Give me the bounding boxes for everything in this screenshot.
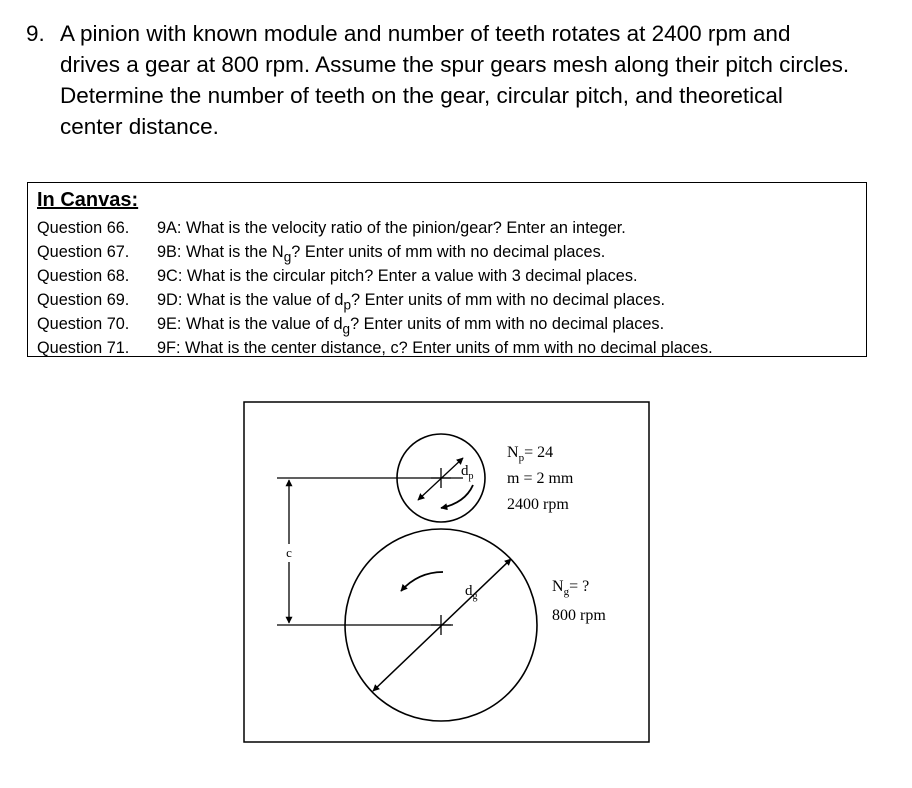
problem-line: A pinion with known module and number of teeth rotates at 2400 rpm and [60, 21, 791, 46]
module-label: m = 2 mm [507, 470, 574, 487]
gear-figure [243, 401, 650, 743]
question-text-after: ? Enter units of mm with no decimal places. [351, 291, 666, 309]
question-text-after: ? Enter units of mm with no decimal places. [291, 243, 606, 261]
dp-label: $d_p$ [461, 463, 474, 482]
question-text [157, 216, 626, 240]
gear-teeth-label: $N_g=$ ? [552, 578, 590, 598]
question-text-after: ? Enter units of mm with no decimal places. [350, 315, 665, 333]
question-label: Question 67. [37, 243, 130, 261]
question-label: Question 66. [37, 219, 130, 237]
figure-border [244, 402, 649, 742]
question-text-main: 9B: What is the N [157, 243, 284, 261]
question-row [37, 336, 713, 360]
question-row [37, 264, 638, 288]
pinion-teeth-label: $N_p= 24$ [507, 444, 554, 464]
pinion-speed-label: 2400 rpm [507, 496, 569, 513]
question-subscript: p [343, 297, 351, 313]
question-text [157, 264, 638, 288]
question-text-main: 9C: What is the circular pitch? Enter a value with 3 decimal places. [157, 267, 638, 285]
question-text-main: 9D: What is the value of d [157, 291, 344, 309]
question-label: Question 71. [37, 339, 130, 357]
canvas-heading: In Canvas: [37, 189, 139, 211]
question-subscript: g [342, 321, 351, 337]
problem-text [60, 18, 896, 142]
problem-line: Determine the number of teeth on the gear, circular pitch, and theoretical [60, 83, 783, 108]
problem-line: drives a gear at 800 rpm. Assume the spur gears mesh along their pitch circles. [60, 52, 850, 77]
question-label: Question 70. [37, 315, 130, 333]
question-subscript: g [283, 249, 292, 265]
canvas-questions-box [27, 182, 867, 357]
question-text [157, 336, 713, 360]
question-row [37, 216, 626, 240]
problem-line: center distance. [60, 114, 219, 139]
question-label: Question 69. [37, 291, 130, 309]
gear-diagram [243, 401, 650, 743]
gear-speed-label: 800 rpm [552, 607, 606, 624]
question-text-main: 9E: What is the value of d [157, 315, 343, 333]
center-distance-label: c [286, 545, 292, 560]
question-text-main: 9A: What is the velocity ratio of the pinion/gear? Enter an integer. [157, 219, 626, 237]
question-label: Question 68. [37, 267, 130, 285]
problem-number: 9. [26, 21, 45, 46]
dg-label: $d_g$ [465, 583, 478, 602]
question-text-main: 9F: What is the center distance, c? Enter units of mm with no decimal places. [157, 339, 713, 357]
problem-statement [26, 18, 896, 142]
